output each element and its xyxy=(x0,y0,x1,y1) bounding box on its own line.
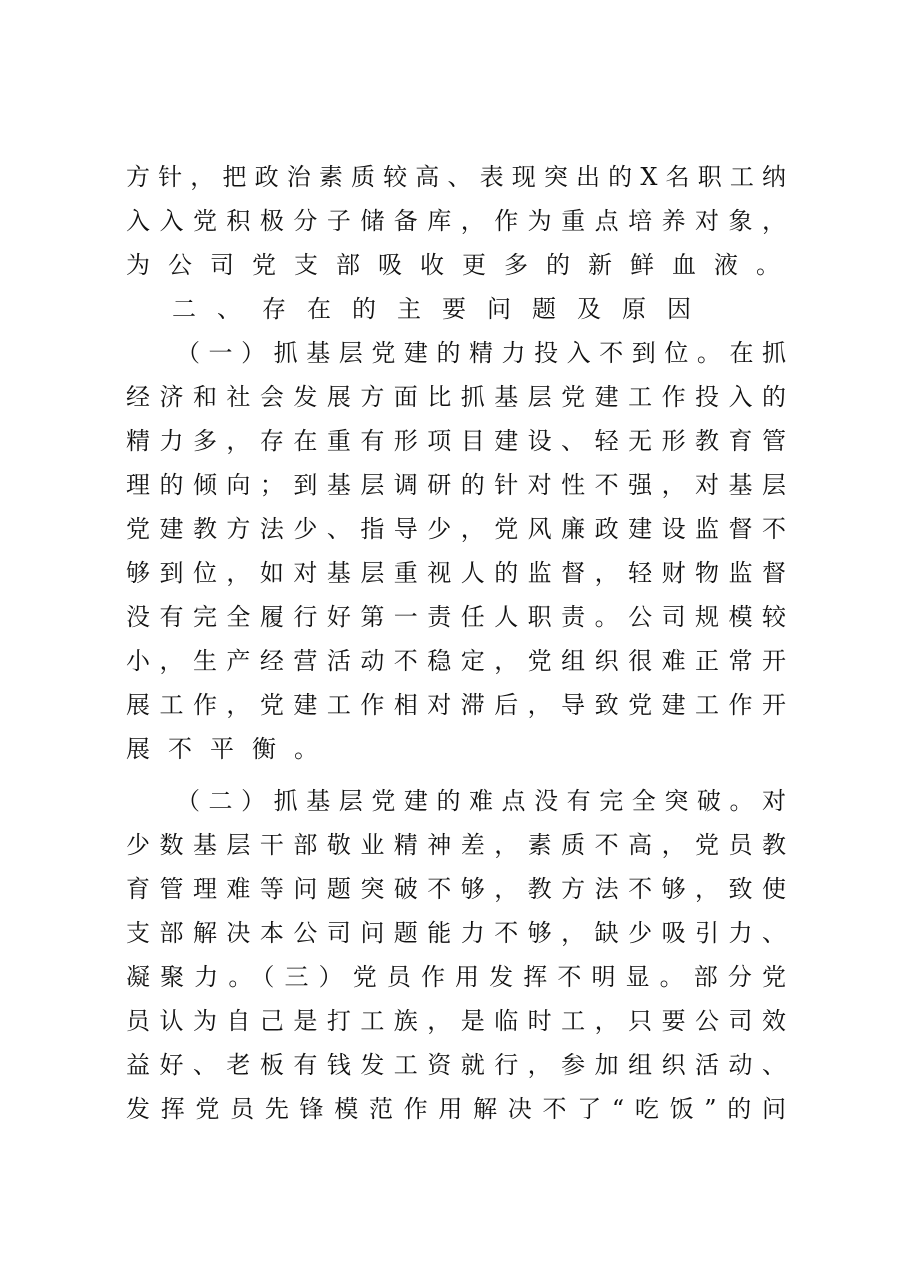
text-line: 为公司党支部吸收更多的新鲜血液。 xyxy=(126,251,798,279)
text-line: 经济和社会发展方面比抓基层党建工作投入的 xyxy=(126,383,796,411)
text-line: 够到位，如对基层重视人的监督，轻财物监督 xyxy=(126,559,796,587)
subheading-paragraph: （二）抓基层党建的难点没有完全突破。对 xyxy=(176,787,795,815)
text-line: 方针，把政治素质较高、表现突出的X名职工纳 xyxy=(126,163,795,191)
text-line: 没有完全履行好第一责任人职责。公司规模较 xyxy=(126,603,796,631)
text-line: 育管理难等问题突破不够，教方法不够，致使 xyxy=(126,875,796,903)
section-heading: 二、存在的主要问题及原因 xyxy=(172,295,712,323)
text-line: 精力多，存在重有形项目建设、轻无形教育管 xyxy=(126,427,796,455)
text-line: 发挥党员先锋模范作用解决不了“吃饭”的问 xyxy=(126,1095,797,1123)
text-line: 理的倾向；到基层调研的针对性不强，对基层 xyxy=(126,471,796,499)
text-line: 支部解决本公司问题能力不够，缺少吸引力、 xyxy=(126,919,796,947)
text-line: 益好、老板有钱发工资就行，参加组织活动、 xyxy=(126,1051,796,1079)
subheading-paragraph: （一）抓基层党建的精力投入不到位。在抓 xyxy=(176,339,795,367)
text-line: 入入党积极分子储备库，作为重点培养对象， xyxy=(126,207,796,235)
text-line: 展不平衡。 xyxy=(126,735,336,763)
text-line: 展工作，党建工作相对滞后，导致党建工作开 xyxy=(126,691,796,719)
text-line: 员认为自己是打工族，是临时工，只要公司效 xyxy=(126,1007,796,1035)
text-line: 凝聚力。（三）党员作用发挥不明显。部分党 xyxy=(126,963,797,991)
text-line: 党建教方法少、指导少，党风廉政建设监督不 xyxy=(126,515,796,543)
text-line: 小，生产经营活动不稳定，党组织很难正常开 xyxy=(126,647,796,675)
text-line: 少数基层干部敬业精神差，素质不高，党员教 xyxy=(126,831,796,859)
